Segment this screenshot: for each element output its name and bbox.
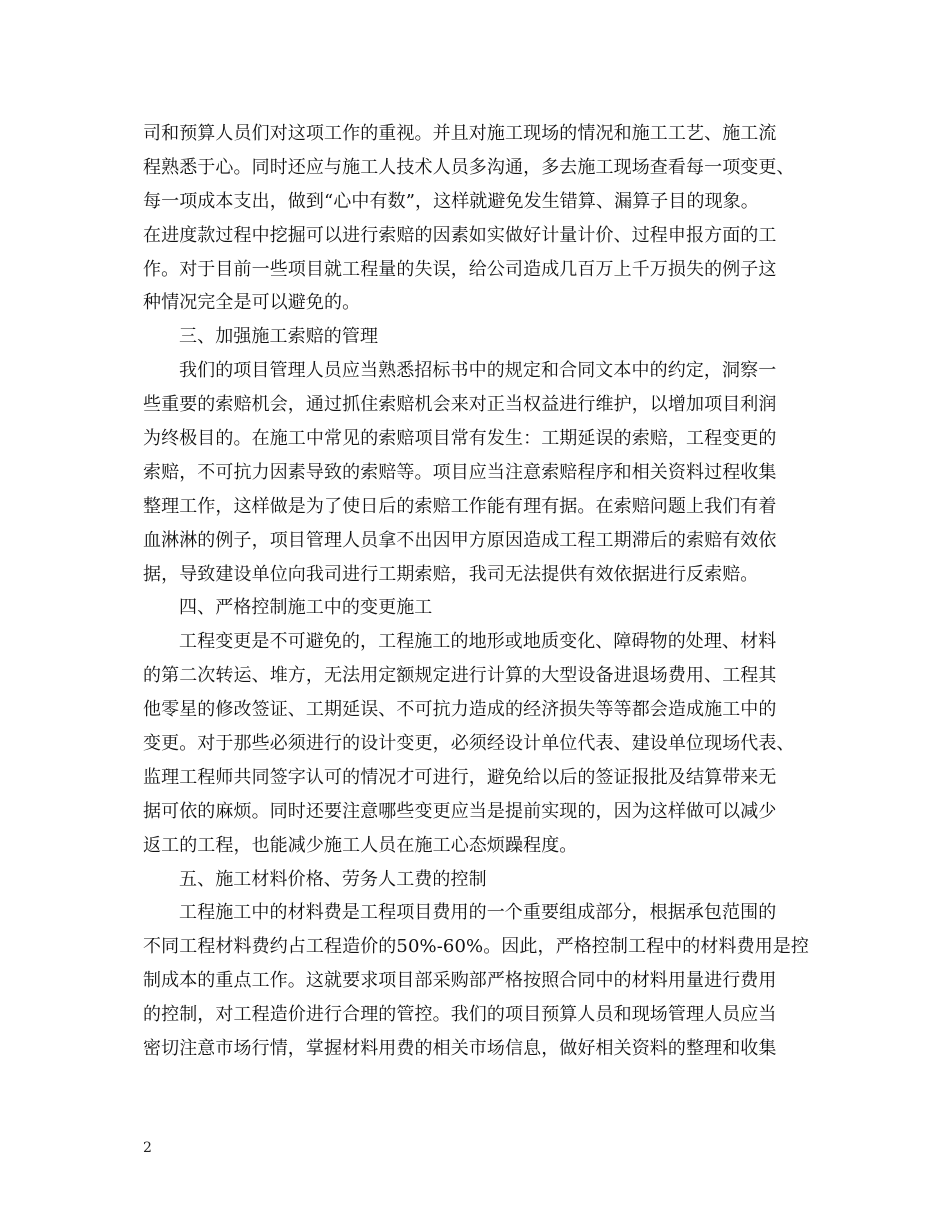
text-line: 监理工程师共同签字认可的情况才可进行，避免给以后的签证报批及结算带来无 bbox=[143, 766, 777, 788]
text-line: 不同工程材料费约占工程造价的50%-60%。因此，严格控制工程中的材料费用是控 bbox=[143, 936, 809, 958]
body-text bbox=[143, 117, 815, 1066]
text-line: 我们的项目管理人员应当熟悉招标书中的规定和合同文本中的约定，洞察一 bbox=[179, 360, 777, 382]
text-line: 他零星的修改签证、工期延误、不可抗力造成的经济损失等等都会造成施工中的 bbox=[143, 699, 777, 721]
text-line: 程熟悉于心。同时还应与施工人技术人员多沟通，多去施工现场查看每一项变更、 bbox=[143, 156, 795, 178]
text-line: 为终极目的。在施工中常见的索赔项目常有发生：工期延误的索赔，工程变更的 bbox=[143, 428, 777, 450]
page-number: 2 bbox=[143, 1140, 152, 1156]
text-line: 作。对于目前一些项目就工程量的失误，给公司造成几百万上千万损失的例子这 bbox=[143, 258, 777, 280]
text-line: 索赔，不可抗力因素导致的索赔等。项目应当注意索赔程序和相关资料过程收集 bbox=[143, 461, 777, 483]
section-heading: 三、加强施工索赔的管理 bbox=[179, 326, 379, 348]
text-line: 据可依的麻烦。同时还要注意哪些变更应当是提前实现的，因为这样做可以减少 bbox=[143, 800, 777, 822]
text-line: 工程施工中的材料费是工程项目费用的一个重要组成部分，根据承包范围的 bbox=[179, 902, 777, 924]
text-line: 返工的工程，也能减少施工人员在施工心态烦躁程度。 bbox=[143, 834, 578, 856]
text-line: 司和预算人员们对这项工作的重视。并且对施工现场的情况和施工工艺、施工流 bbox=[143, 123, 777, 144]
section-heading: 五、施工材料价格、劳务人工费的控制 bbox=[179, 868, 487, 890]
text-line: 种情况完全是可以避免的。 bbox=[143, 292, 361, 314]
text-line: 些重要的索赔机会，通过抓住索赔机会来对正当权益进行维护，以增加项目利润 bbox=[143, 394, 777, 416]
text-line: 的控制，对工程造价进行合理的管控。我们的项目预算人员和现场管理人员应当 bbox=[143, 1004, 777, 1026]
text-line: 每一项成本支出，做到“心中有数”，这样就避免发生错算、漏算子目的现象。 bbox=[143, 190, 759, 212]
text-line: 变更。对于那些必须进行的设计变更，必须经设计单位代表、建设单位现场代表、 bbox=[143, 733, 795, 755]
text-line: 工程变更是不可避免的，工程施工的地形或地质变化、障碍物的处理、材料 bbox=[179, 631, 777, 653]
text-line: 的第二次转运、堆方，无法用定额规定进行计算的大型设备进退场费用、工程其 bbox=[143, 665, 777, 687]
text-line: 密切注意市场行情，掌握材料用费的相关市场信息，做好相关资料的整理和收集 bbox=[143, 1038, 777, 1060]
text-line: 在进度款过程中挖掘可以进行索赔的因素如实做好计量计价、过程申报方面的工 bbox=[143, 224, 777, 246]
text-line: 据，导致建设单位向我司进行工期索赔，我司无法提供有效依据进行反索赔。 bbox=[143, 563, 759, 585]
section-heading: 四、严格控制施工中的变更施工 bbox=[179, 597, 433, 619]
text-line: 血淋淋的例子，项目管理人员拿不出因甲方原因造成工程工期滞后的索赔有效依 bbox=[143, 529, 777, 551]
text-line: 制成本的重点工作。这就要求项目部采购部严格按照合同中的材料用量进行费用 bbox=[143, 970, 777, 992]
text-line: 整理工作，这样做是为了使日后的索赔工作能有理有据。在索赔问题上我们有着 bbox=[143, 495, 777, 517]
